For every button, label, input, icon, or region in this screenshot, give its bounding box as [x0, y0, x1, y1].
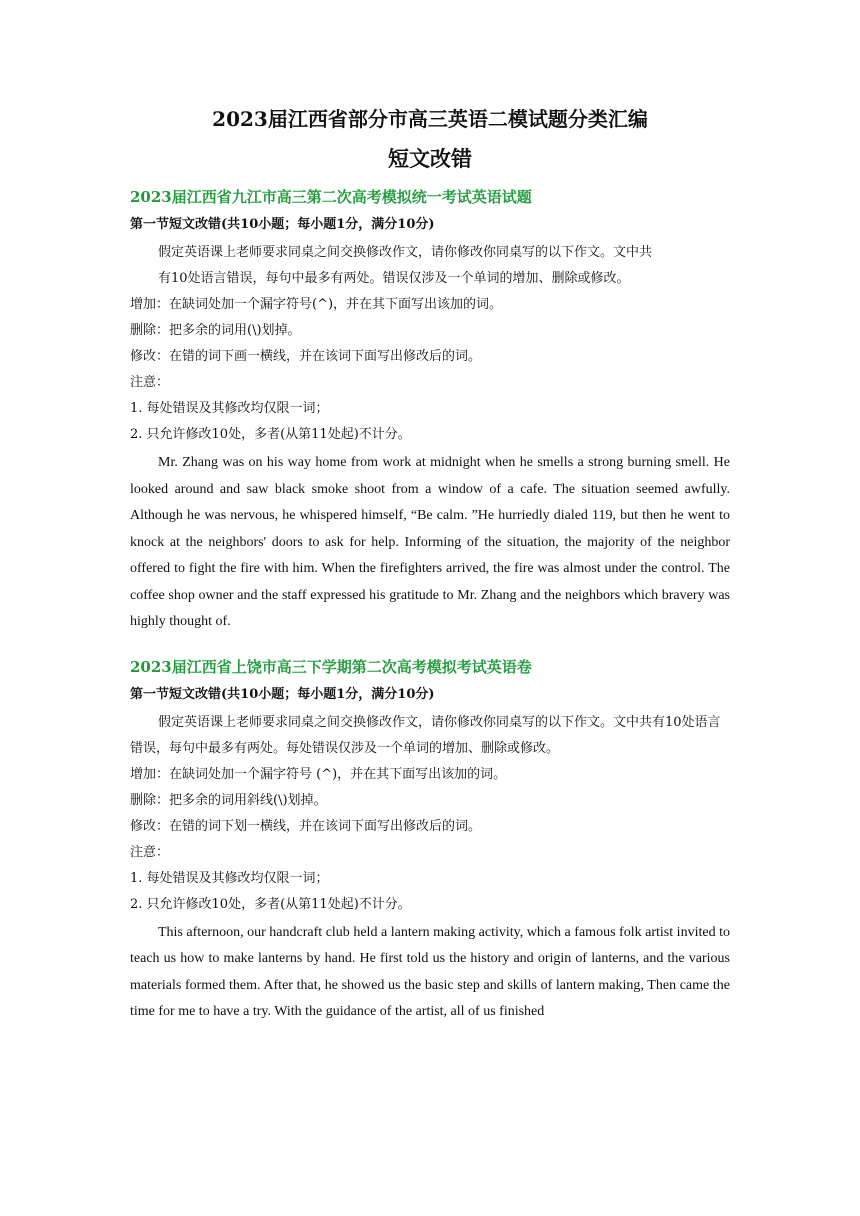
modify-rule: 修改：在错的词下划一横线，并在该词下面写出修改后的词。 — [130, 818, 482, 834]
modify-rule: 修改：在错的词下画一横线，并在该词下面写出修改后的词。 — [130, 349, 482, 364]
add-rule: 增加：在缺词处加一个漏字符号(^)，并在其下面写出该加的词。 — [130, 297, 503, 312]
instruction-line: 有10处语言错误，每句中最多有两处。错误仅涉及一个单词的增加、删除或修改。 — [158, 271, 630, 286]
instruction-line: 假定英语课上老师要求同桌之间交换修改作文，请你修改你同桌写的以下作文。文中共 — [158, 245, 653, 260]
note-item: 1. 每处错误及其修改均仅限一词； — [130, 870, 329, 886]
note-label: 注意： — [130, 844, 170, 860]
note-item: 1. 每处错误及其修改均仅限一词； — [130, 401, 329, 416]
note-item: 2. 只允许修改10处，多者(从第11处起)不计分。 — [130, 896, 411, 912]
note-label: 注意： — [130, 375, 170, 390]
part-heading: 第一节短文改错(共10小题；每小题1分，满分10分) — [130, 686, 435, 702]
delete-rule: 删除：把多余的词用斜线(\)划掉。 — [130, 792, 327, 808]
document-subtitle: 短文改错 — [388, 146, 472, 171]
document-title: 2023届江西省部分市高三英语二模试题分类汇编 — [212, 107, 648, 131]
instruction-paragraph — [130, 240, 730, 292]
instruction-paragraph: 假定英语课上老师要求同桌之间交换修改作文，请你修改你同桌写的以下作文。文中共有10处语言错误，每句中最多有两处。每处错误仅涉及一个单词的增加、删除或修改。 — [130, 714, 721, 756]
add-rule: 增加：在缺词处加一个漏字符号 (^)，并在其下面写出该加的词。 — [130, 766, 507, 782]
section-heading: 2023届江西省九江市高三第二次高考模拟统一考试英语试题 — [130, 188, 532, 206]
note-item: 2. 只允许修改10处，多者(从第11处起)不计分。 — [130, 427, 411, 442]
part-heading: 第一节短文改错(共10小题；每小题1分，满分10分) — [130, 217, 435, 232]
delete-rule: 删除：把多余的词用(\)划掉。 — [130, 323, 301, 338]
section-jiujiang — [130, 186, 730, 636]
section-shangrao — [130, 656, 730, 1026]
passage-text: This afternoon, our handcraft club held a lantern making activity, which a famous folk artist invited to teach us how to make lanterns by hand. He first told us the history and origin of lanterns, and the various materials formed them. After that, he showed us the basic step and skills of lantern making, Then came the time for me to have a try. With the guidance of the artist, all of us finished — [130, 924, 730, 1019]
passage-text: Mr. Zhang was on his way home from work at midnight when he smells a strong burning smell. He looked around and saw black smoke shoot from a window of a cafe. The situation seemed awfully. Although he was nervous, he whispered himself, “Be calm. ”He hurriedly dialed 119, but then he went to knock at the neighbors' doors to ask for help. Informing of the situation, the majority of the neighbor offered to fight the fire with him. When the firefighters arrived, the fire was almost under the control. The coffee shop owner and the staff expressed his gratitude to Mr. Zhang and the neighbors which bravery was highly thought of. — [130, 455, 730, 629]
section-heading: 2023届江西省上饶市高三下学期第二次高考模拟考试英语卷 — [130, 657, 532, 676]
